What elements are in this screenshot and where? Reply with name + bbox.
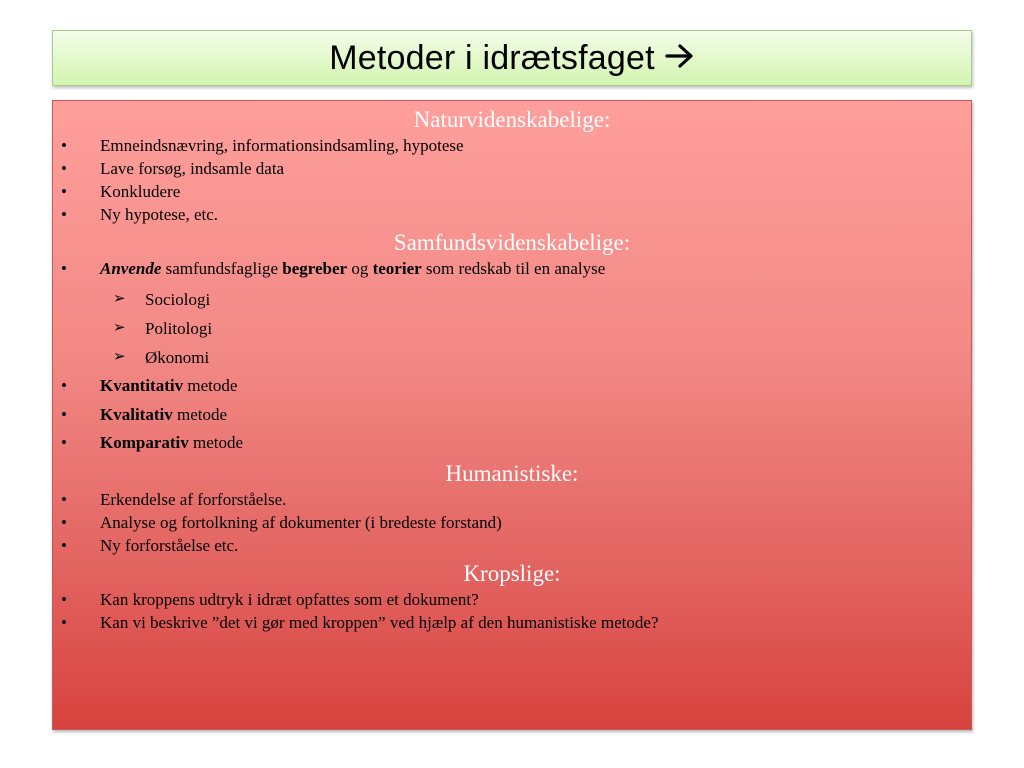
bullet-icon: • — [61, 182, 67, 201]
kropslige-list — [53, 588, 971, 634]
sublist-item: ➢ Økonomi — [53, 343, 971, 372]
bullet-icon: • — [61, 589, 67, 609]
list-item: • Ny hypotese, etc. — [61, 205, 219, 224]
bullet-icon: • — [61, 159, 67, 178]
content-box — [52, 100, 972, 730]
slide-title: Metoder i idrætsfaget — [329, 38, 655, 77]
section-heading-naturvidenskabelige: Naturvidenskabelige: — [413, 107, 611, 132]
list-item: • Analyse og fortolkning af dokumenter (i bredeste forstand) — [61, 512, 502, 532]
bullet-icon: • — [61, 205, 67, 224]
bullet-icon: • — [61, 259, 67, 278]
emphasis-teorier: teorier — [372, 259, 422, 278]
list-item: • Emneindsnævring, informationsindsamling, hypotese — [61, 136, 464, 155]
list-item: • Kvalitativ metode — [53, 401, 971, 430]
list-item: • Komparativ metode — [53, 429, 971, 458]
section-heading-samfundsvidenskabelige: Samfundsvidenskabelige: — [393, 230, 631, 255]
list-item: • Ny forforståelse etc. — [61, 535, 239, 555]
emphasis-anvende: Anvende — [100, 259, 162, 278]
bullet-icon: • — [61, 433, 67, 452]
bullet-icon: • — [61, 376, 67, 395]
list-item: • Erkendelse af forforståelse. — [61, 489, 287, 509]
sublist-item: ➢ Politologi — [53, 314, 971, 343]
arrowhead-bullet-icon: ➢ — [113, 291, 126, 307]
methods-list — [53, 372, 971, 458]
list-item: • Konkludere — [61, 182, 181, 201]
list-item: • Lave forsøg, indsamle data — [61, 159, 285, 178]
disciplines-sublist — [53, 285, 971, 372]
bullet-icon: • — [61, 512, 67, 532]
arrowhead-bullet-icon: ➢ — [113, 320, 126, 336]
bullet-icon: • — [61, 136, 67, 155]
sublist-item: ➢ Sociologi — [53, 285, 971, 314]
bullet-icon: • — [61, 489, 67, 509]
emphasis-begreber: begreber — [282, 259, 348, 278]
bullet-icon: • — [61, 612, 67, 632]
title-box — [52, 30, 972, 86]
bullet-icon: • — [61, 535, 67, 555]
list-item: • Kan kroppens udtryk i idræt opfattes som et dokument? — [61, 589, 479, 609]
samfundsvidenskabelige-list — [53, 257, 971, 281]
bullet-icon: • — [61, 404, 67, 424]
list-item: • Kvantitativ metode — [53, 372, 971, 401]
section-heading-humanistiske: Humanistiske: — [445, 460, 579, 486]
list-item: • Anvende samfundsfaglige begreber og teorier som redskab til en analyse — [53, 257, 971, 281]
section-heading-kropslige: Kropslige: — [463, 560, 561, 586]
right-arrow-icon — [665, 43, 695, 74]
arrowhead-bullet-icon: ➢ — [113, 349, 126, 365]
humanistiske-list — [53, 488, 971, 557]
list-item: • Kan vi beskrive ”det vi gør med kroppen” ved hjælp af den humanistiske metode? — [61, 612, 659, 632]
naturvidenskabelige-list — [53, 134, 971, 226]
